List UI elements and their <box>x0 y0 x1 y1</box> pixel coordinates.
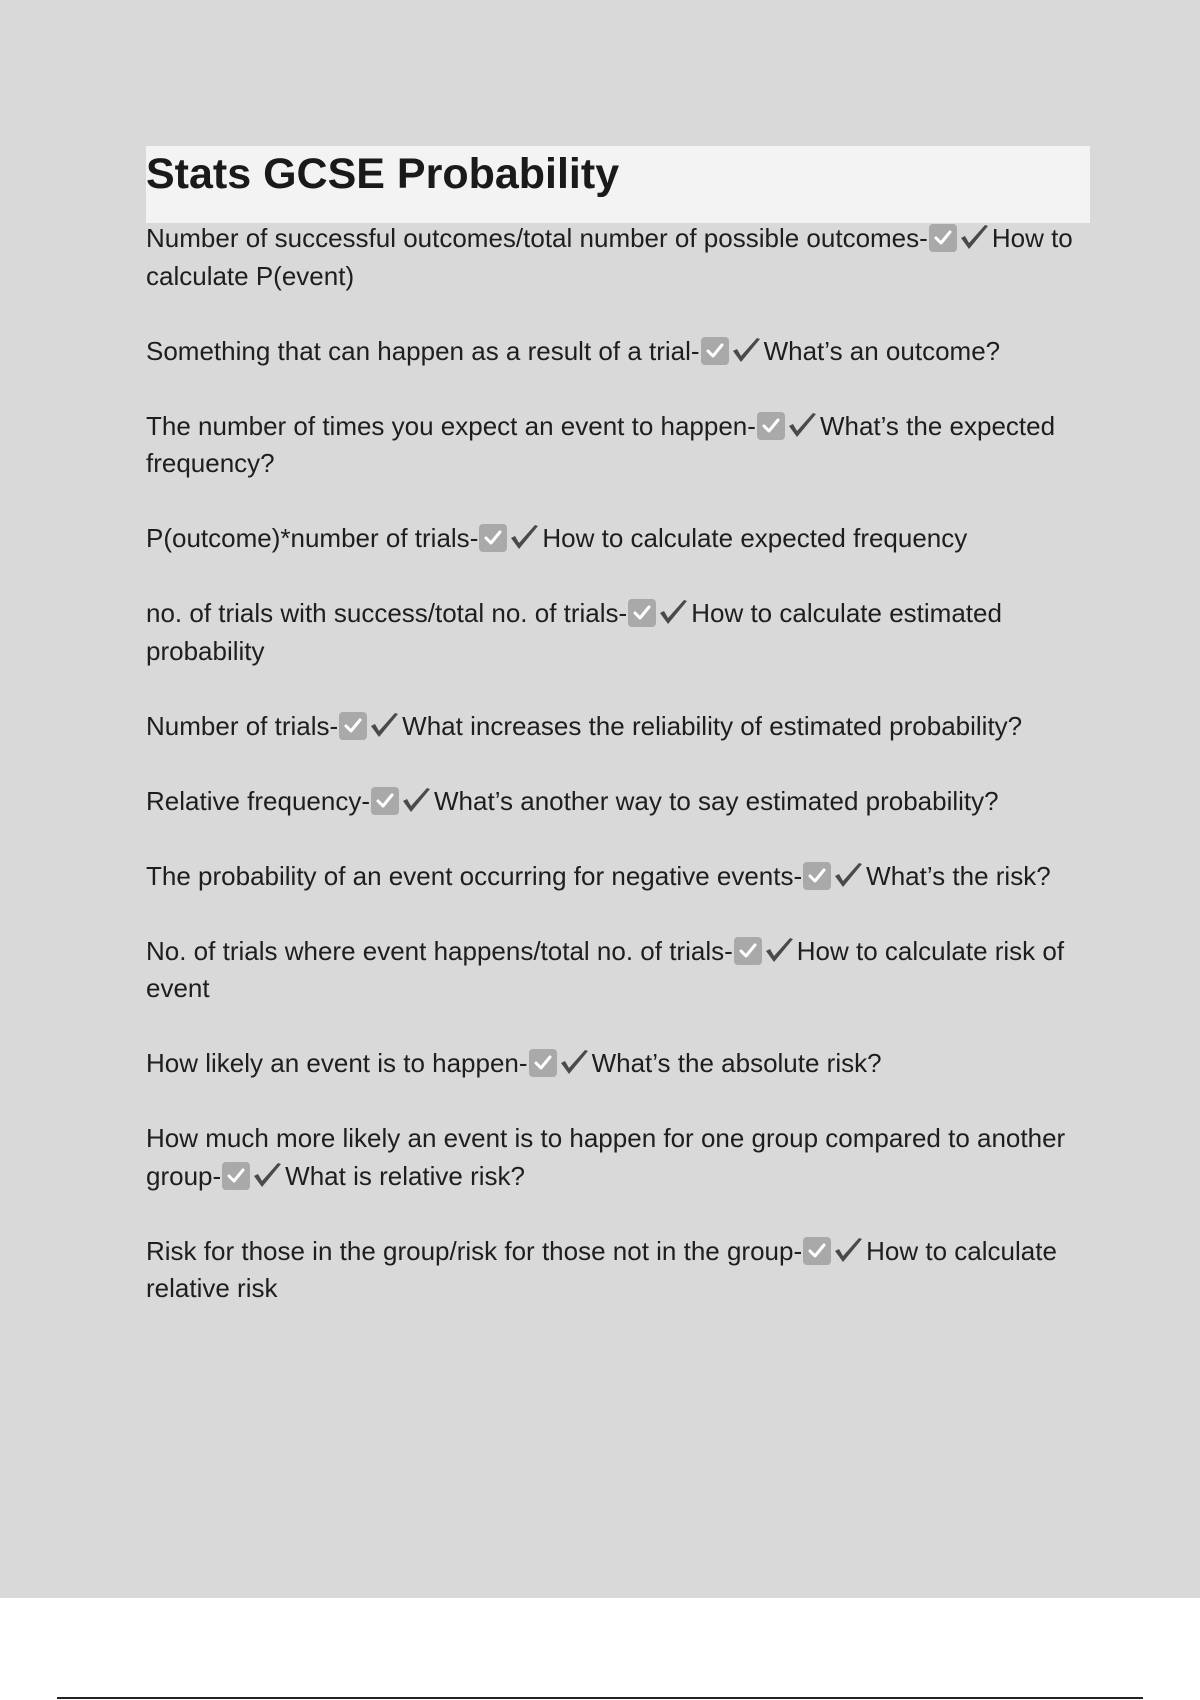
check-box-icon <box>479 524 507 552</box>
question-text: What’s the absolute risk? <box>591 1048 882 1078</box>
answer-text: Relative frequency <box>146 785 362 816</box>
question-text: What’s the risk? <box>866 860 1051 891</box>
separator: - <box>212 1160 222 1191</box>
answer-text: no. of trials with success/total no. of trials <box>146 598 619 628</box>
check-mark-icon <box>832 861 864 891</box>
qa-item <box>146 783 1090 821</box>
qa-list <box>146 220 1090 1345</box>
qa-item <box>146 595 1090 670</box>
question-text: What’s an outcome? <box>763 335 1001 366</box>
answer-text: The number of times you expect an event to happen <box>146 410 748 441</box>
check-mark-icon <box>368 711 400 741</box>
answer-text: Number of trials <box>146 710 330 741</box>
check-box-icon <box>222 1162 250 1190</box>
qa-item <box>146 1233 1090 1308</box>
check-mark-icon <box>400 786 432 816</box>
separator: - <box>747 410 756 441</box>
question-text: How to calculate P(event) <box>146 223 1073 291</box>
question-text: What’s another way to say estimated probability? <box>434 785 999 816</box>
separator: - <box>724 935 733 966</box>
separator: - <box>329 710 339 741</box>
qa-item <box>146 333 1090 371</box>
question-text: How to calculate relative risk <box>146 1235 1057 1303</box>
answer-text: The probability of an event occurring for negative events <box>146 860 794 891</box>
separator: - <box>919 223 928 253</box>
qa-item <box>146 220 1090 295</box>
check-box-icon <box>803 1237 831 1265</box>
separator: - <box>469 523 479 553</box>
question-text: What is relative risk? <box>285 1160 526 1191</box>
check-mark-icon <box>763 936 795 966</box>
answer-text: Risk for those in the group/risk for those not in the group <box>146 1235 794 1266</box>
check-mark-icon <box>958 223 990 253</box>
check-mark-icon <box>730 336 762 366</box>
check-box-icon <box>929 224 957 252</box>
separator: - <box>690 335 700 366</box>
check-mark-icon <box>657 598 689 628</box>
separator: - <box>793 860 803 891</box>
check-box-icon <box>529 1049 557 1077</box>
qa-item <box>146 408 1090 483</box>
footer-rule <box>57 1697 1143 1699</box>
separator: - <box>618 598 628 628</box>
answer-text: How much more likely an event is to happen for one group compared to another group <box>146 1123 1066 1191</box>
qa-item <box>146 858 1090 896</box>
answer-text: How likely an event is to happen <box>146 1048 519 1078</box>
check-box-icon <box>371 787 399 815</box>
check-box-icon <box>803 862 831 890</box>
check-mark-icon <box>508 523 540 553</box>
question-text: How to calculate risk of event <box>146 935 1065 1003</box>
check-box-icon <box>701 337 729 365</box>
separator: - <box>518 1048 528 1078</box>
answer-text: No. of trials where event happens/total no. of trials <box>146 935 725 966</box>
check-mark-icon <box>558 1048 590 1078</box>
qa-item <box>146 933 1090 1008</box>
check-box-icon <box>757 412 785 440</box>
answer-text: Something that can happen as a result of a trial <box>146 335 691 366</box>
question-text: How to calculate expected frequency <box>542 523 968 553</box>
check-box-icon <box>339 712 367 740</box>
question-text: What’s the expected frequency? <box>146 410 1056 478</box>
check-box-icon <box>734 937 762 965</box>
separator: - <box>361 785 371 816</box>
check-mark-icon <box>832 1236 864 1266</box>
check-box-icon <box>628 599 656 627</box>
check-mark-icon <box>251 1161 283 1191</box>
qa-item <box>146 520 1090 558</box>
answer-text: Number of successful outcomes/total number of possible outcomes <box>146 223 920 253</box>
separator: - <box>793 1235 803 1266</box>
question-text: What increases the reliability of estimated probability? <box>402 710 1023 741</box>
answer-text: P(outcome)*number of trials <box>146 523 470 553</box>
page-title: Stats GCSE Probability <box>146 150 620 198</box>
qa-item <box>146 1120 1090 1195</box>
qa-item <box>146 1045 1090 1083</box>
check-mark-icon <box>786 411 818 441</box>
qa-item <box>146 708 1090 746</box>
question-text: How to calculate estimated probability <box>146 598 1002 666</box>
